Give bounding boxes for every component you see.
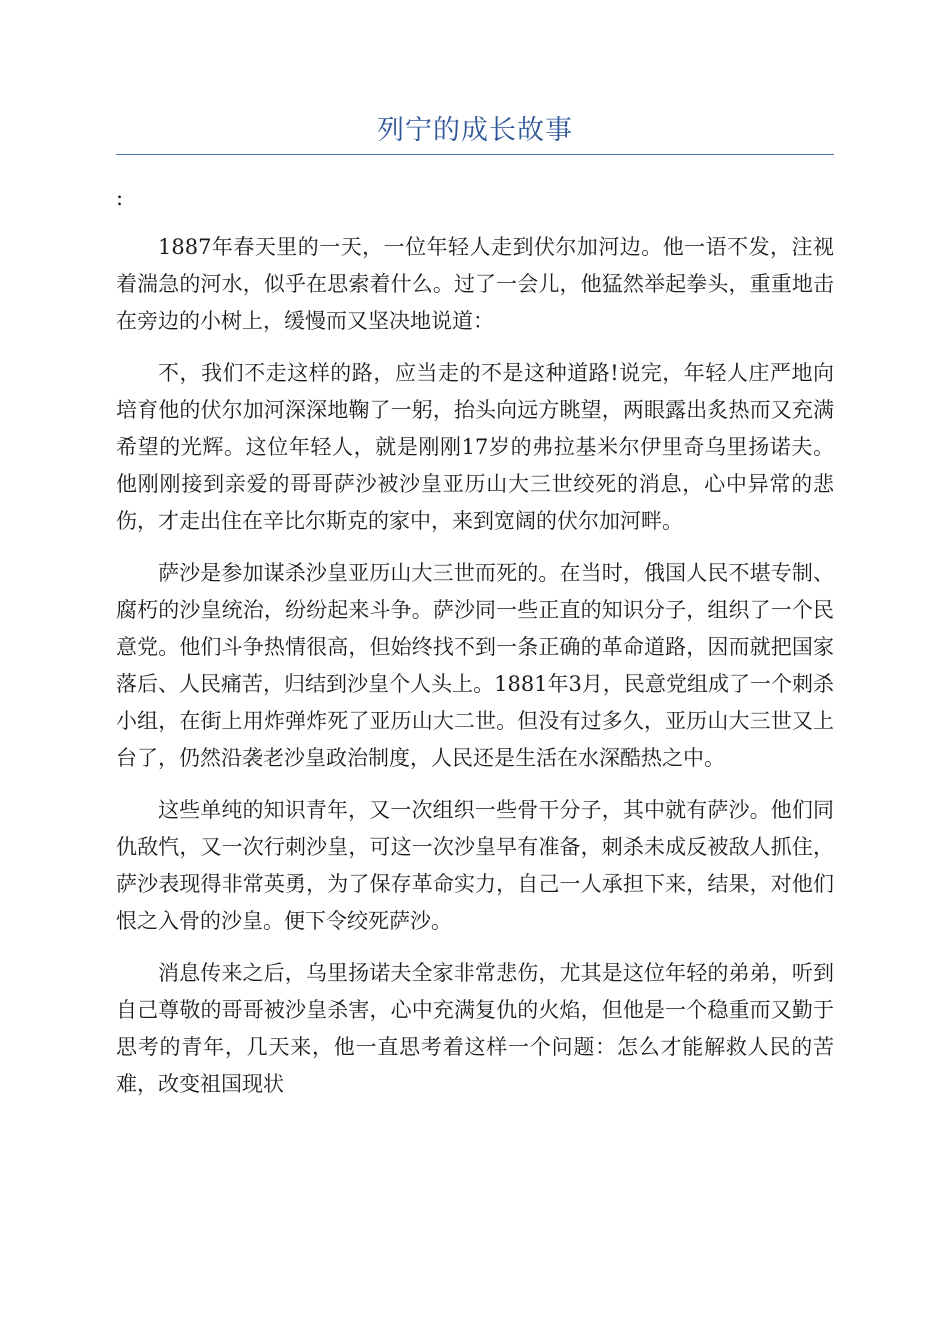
title-underline [116,154,834,155]
paragraph: 消息传来之后，乌里扬诺夫全家非常悲伤，尤其是这位年轻的弟弟，听到自己尊敬的哥哥被沙皇杀害，心中充满复仇的火焰，但他是一个稳重而又勤于思考的青年，几天来，他一直思考着这样一个问题：怎么才能解救人民的苦难，改变祖国现状 [116,961,834,1096]
paragraph: 这些单纯的知识青年，又一次组织一些骨干分子，其中就有萨沙。他们同仇敌忾，又一次行刺沙皇，可这一次沙皇早有准备，刺杀未成反被敌人抓住，萨沙表现得非常英勇，为了保存革命实力，自己一人承担下来，结果，对他们恨之入骨的沙皇。便下令绞死萨沙。 [116,798,834,933]
document-title: 列宁的成长故事 [377,115,573,146]
document-body [116,229,834,1118]
paragraph: 萨沙是参加谋杀沙皇亚历山大三世而死的。在当时，俄国人民不堪专制、腐朽的沙皇统治，纷纷起来斗争。萨沙同一些正直的知识分子，组织了一个民意党。他们斗争热情很高，但始终找不到一条正确的革命道路，因而就把国家落后、人民痛苦，归结到沙皇个人头上。1881年3月，民意党组成了一个刺杀小组，在街上用炸弹炸死了亚历山大二世。但没有过多久，亚历山大三世又上台了，仍然沿袭老沙皇政治制度，人民还是生活在水深酷热之中。 [116,561,834,770]
paragraph: 1887年春天里的一天，一位年轻人走到伏尔加河边。他一语不发，注视着湍急的河水，似乎在思索着什么。过了一会儿，他猛然举起拳头，重重地击在旁边的小树上，缓慢而又坚决地说道： [116,235,834,333]
paragraph: 不，我们不走这样的路，应当走的不是这种道路!说完，年轻人庄严地向培育他的伏尔加河深深地鞠了一躬，抬头向远方眺望，两眼露出炙热而又充满希望的光辉。这位年轻人，就是刚刚17岁的弗拉基米尔伊里奇乌里扬诺夫。他刚刚接到亲爱的哥哥萨沙被沙皇亚历山大三世绞死的消息，心中异常的悲伤，才走出住在辛比尔斯克的家中，来到宽阔的伏尔加河畔。 [116,361,834,533]
lead-mark: : [116,186,124,210]
